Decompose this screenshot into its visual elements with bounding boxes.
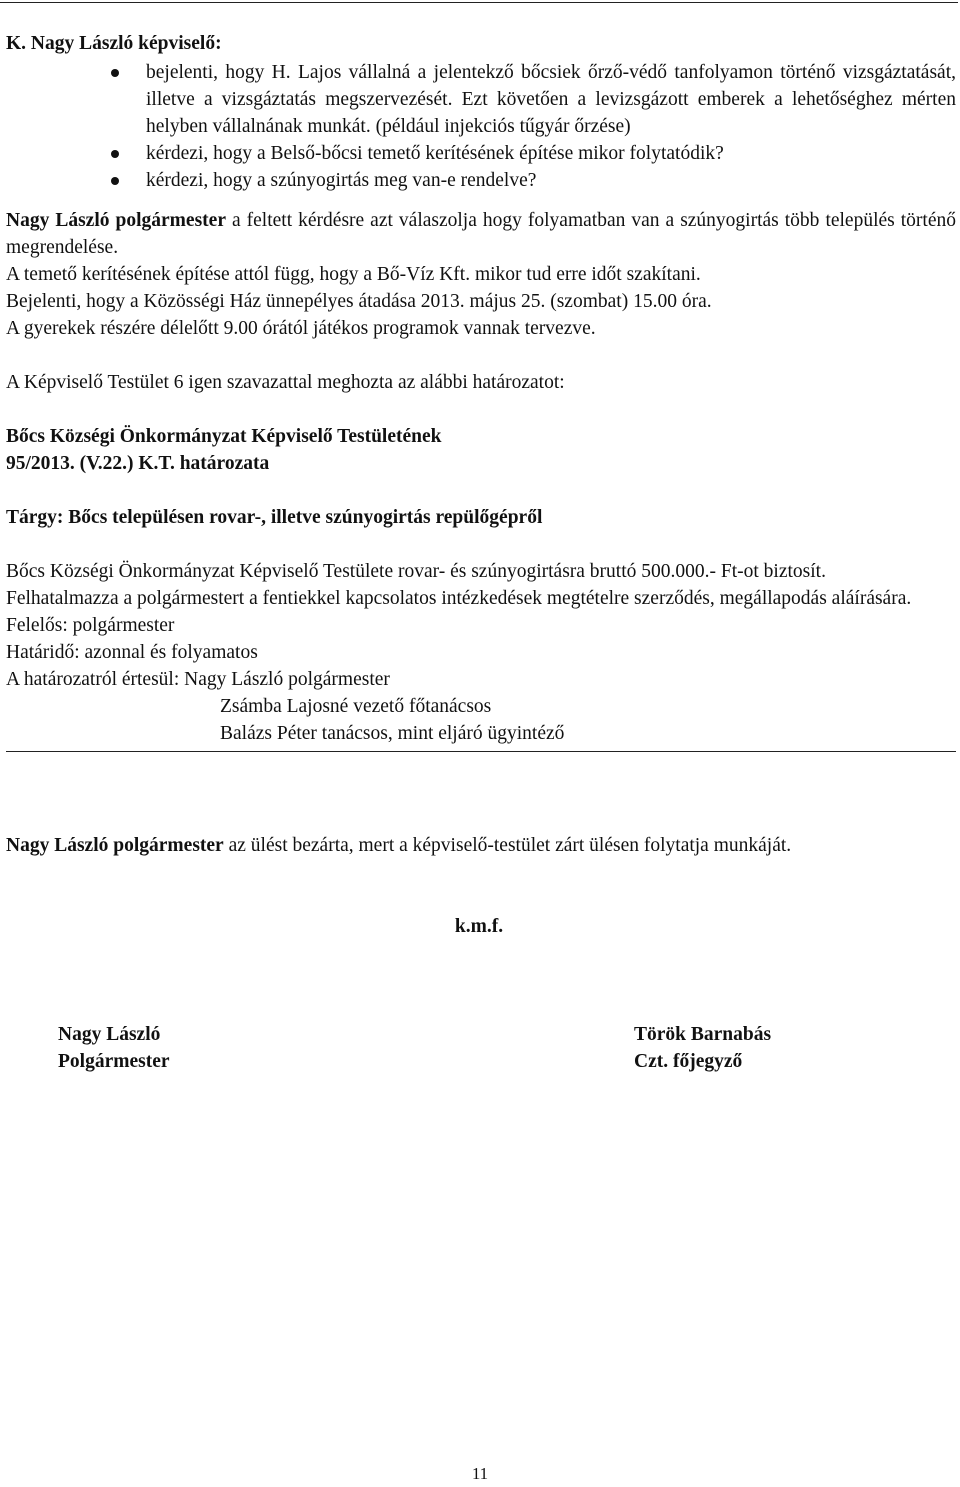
closing-paragraph [6,832,956,859]
resolution-number: 95/2013. (V.22.) K.T. határozata [6,453,270,474]
answer-paragraph [6,207,956,261]
closing-speaker: Nagy László polgármester [6,835,224,856]
bullet-item: kérdezi, hogy a szúnyogirtás meg van-e rendelve? [146,167,956,194]
closing-text: az ülést bezárta, mert a képviselő-testület zárt ülésen folytatja munkáját. [223,835,792,856]
answer-text: a feltett kérdésre azt válaszolja hogy folyamatban van a szúnyogirtás több település történő megrendelése. [6,210,956,258]
answer-line: Bejelenti, hogy a Közösségi Ház ünnepélyes átadása 2013. május 25. (szombat) 15.00 óra. [6,291,712,312]
signer-title: Czt. főjegyző [634,1051,743,1072]
notify-line: A határozatról értesül: Nagy László polgármester [6,669,390,690]
resolution-deadline: Határidő: azonnal és folyamatos [6,642,258,663]
resolution-issuer: Bőcs Községi Önkormányzat Képviselő Testületének [6,426,442,447]
page-number: 11 [471,1464,489,1483]
resolution-responsible: Felelős: polgármester [6,615,175,636]
vote-statement: A Képviselő Testület 6 igen szavazattal meghozta az alábbi határozatot: [6,372,565,393]
signature-left [58,1021,170,1075]
notify-line: Zsámba Lajosné vezető főtanácsos [220,696,492,717]
answer-speaker: Nagy László polgármester [6,210,226,231]
signer-name: Török Barnabás [634,1024,772,1045]
resolution-body: Bőcs Községi Önkormányzat Képviselő Testülete rovar- és szúnyogirtásra bruttó 500.000.- Ft-ot biztosít. [6,561,826,582]
signature-block [6,1021,956,1081]
signature-right [634,1021,771,1075]
resolution-subject: Tárgy: Bőcs településen rovar-, illetve szúnyogirtás repülőgépről [6,507,543,528]
kmf-mark: k.m.f. [454,916,504,937]
section-heading: K. Nagy László képviselő: [6,33,222,54]
notify-line: Balázs Péter tanácsos, mint eljáró ügyintéző [220,723,565,744]
bullet-item: kérdezi, hogy a Belső-bőcsi temető kerítésének építése mikor folytatódik? [146,140,956,167]
top-rule [0,2,958,3]
signer-name: Nagy László [58,1024,161,1045]
bullet-item: bejelenti, hogy H. Lajos vállalná a jelentekző bőcsiek őrző-védő tanfolyamon történő vizsgáztatását, illetve a vizsgáztatás megszervezését. Ezt követően a levizsgázott emberek a lehetőséghez mérten helyben vállalnának munkát. (például injekciós tűgyár őrzése) [146,59,956,140]
answer-line: A gyerekek részére délelőtt 9.00 órától játékos programok vannak tervezve. [6,318,596,339]
document-page [6,30,956,1081]
resolution-body: Felhatalmazza a polgármestert a fentiekkel kapcsolatos intézkedések megtételre szerződés, megállapodás aláírására. [6,588,912,609]
signer-title: Polgármester [58,1051,170,1072]
bullet-list [6,59,956,194]
answer-line: A temető kerítésének építése attól függ, hogy a Bő-Víz Kft. mikor tud erre időt szakítani. [6,264,701,285]
